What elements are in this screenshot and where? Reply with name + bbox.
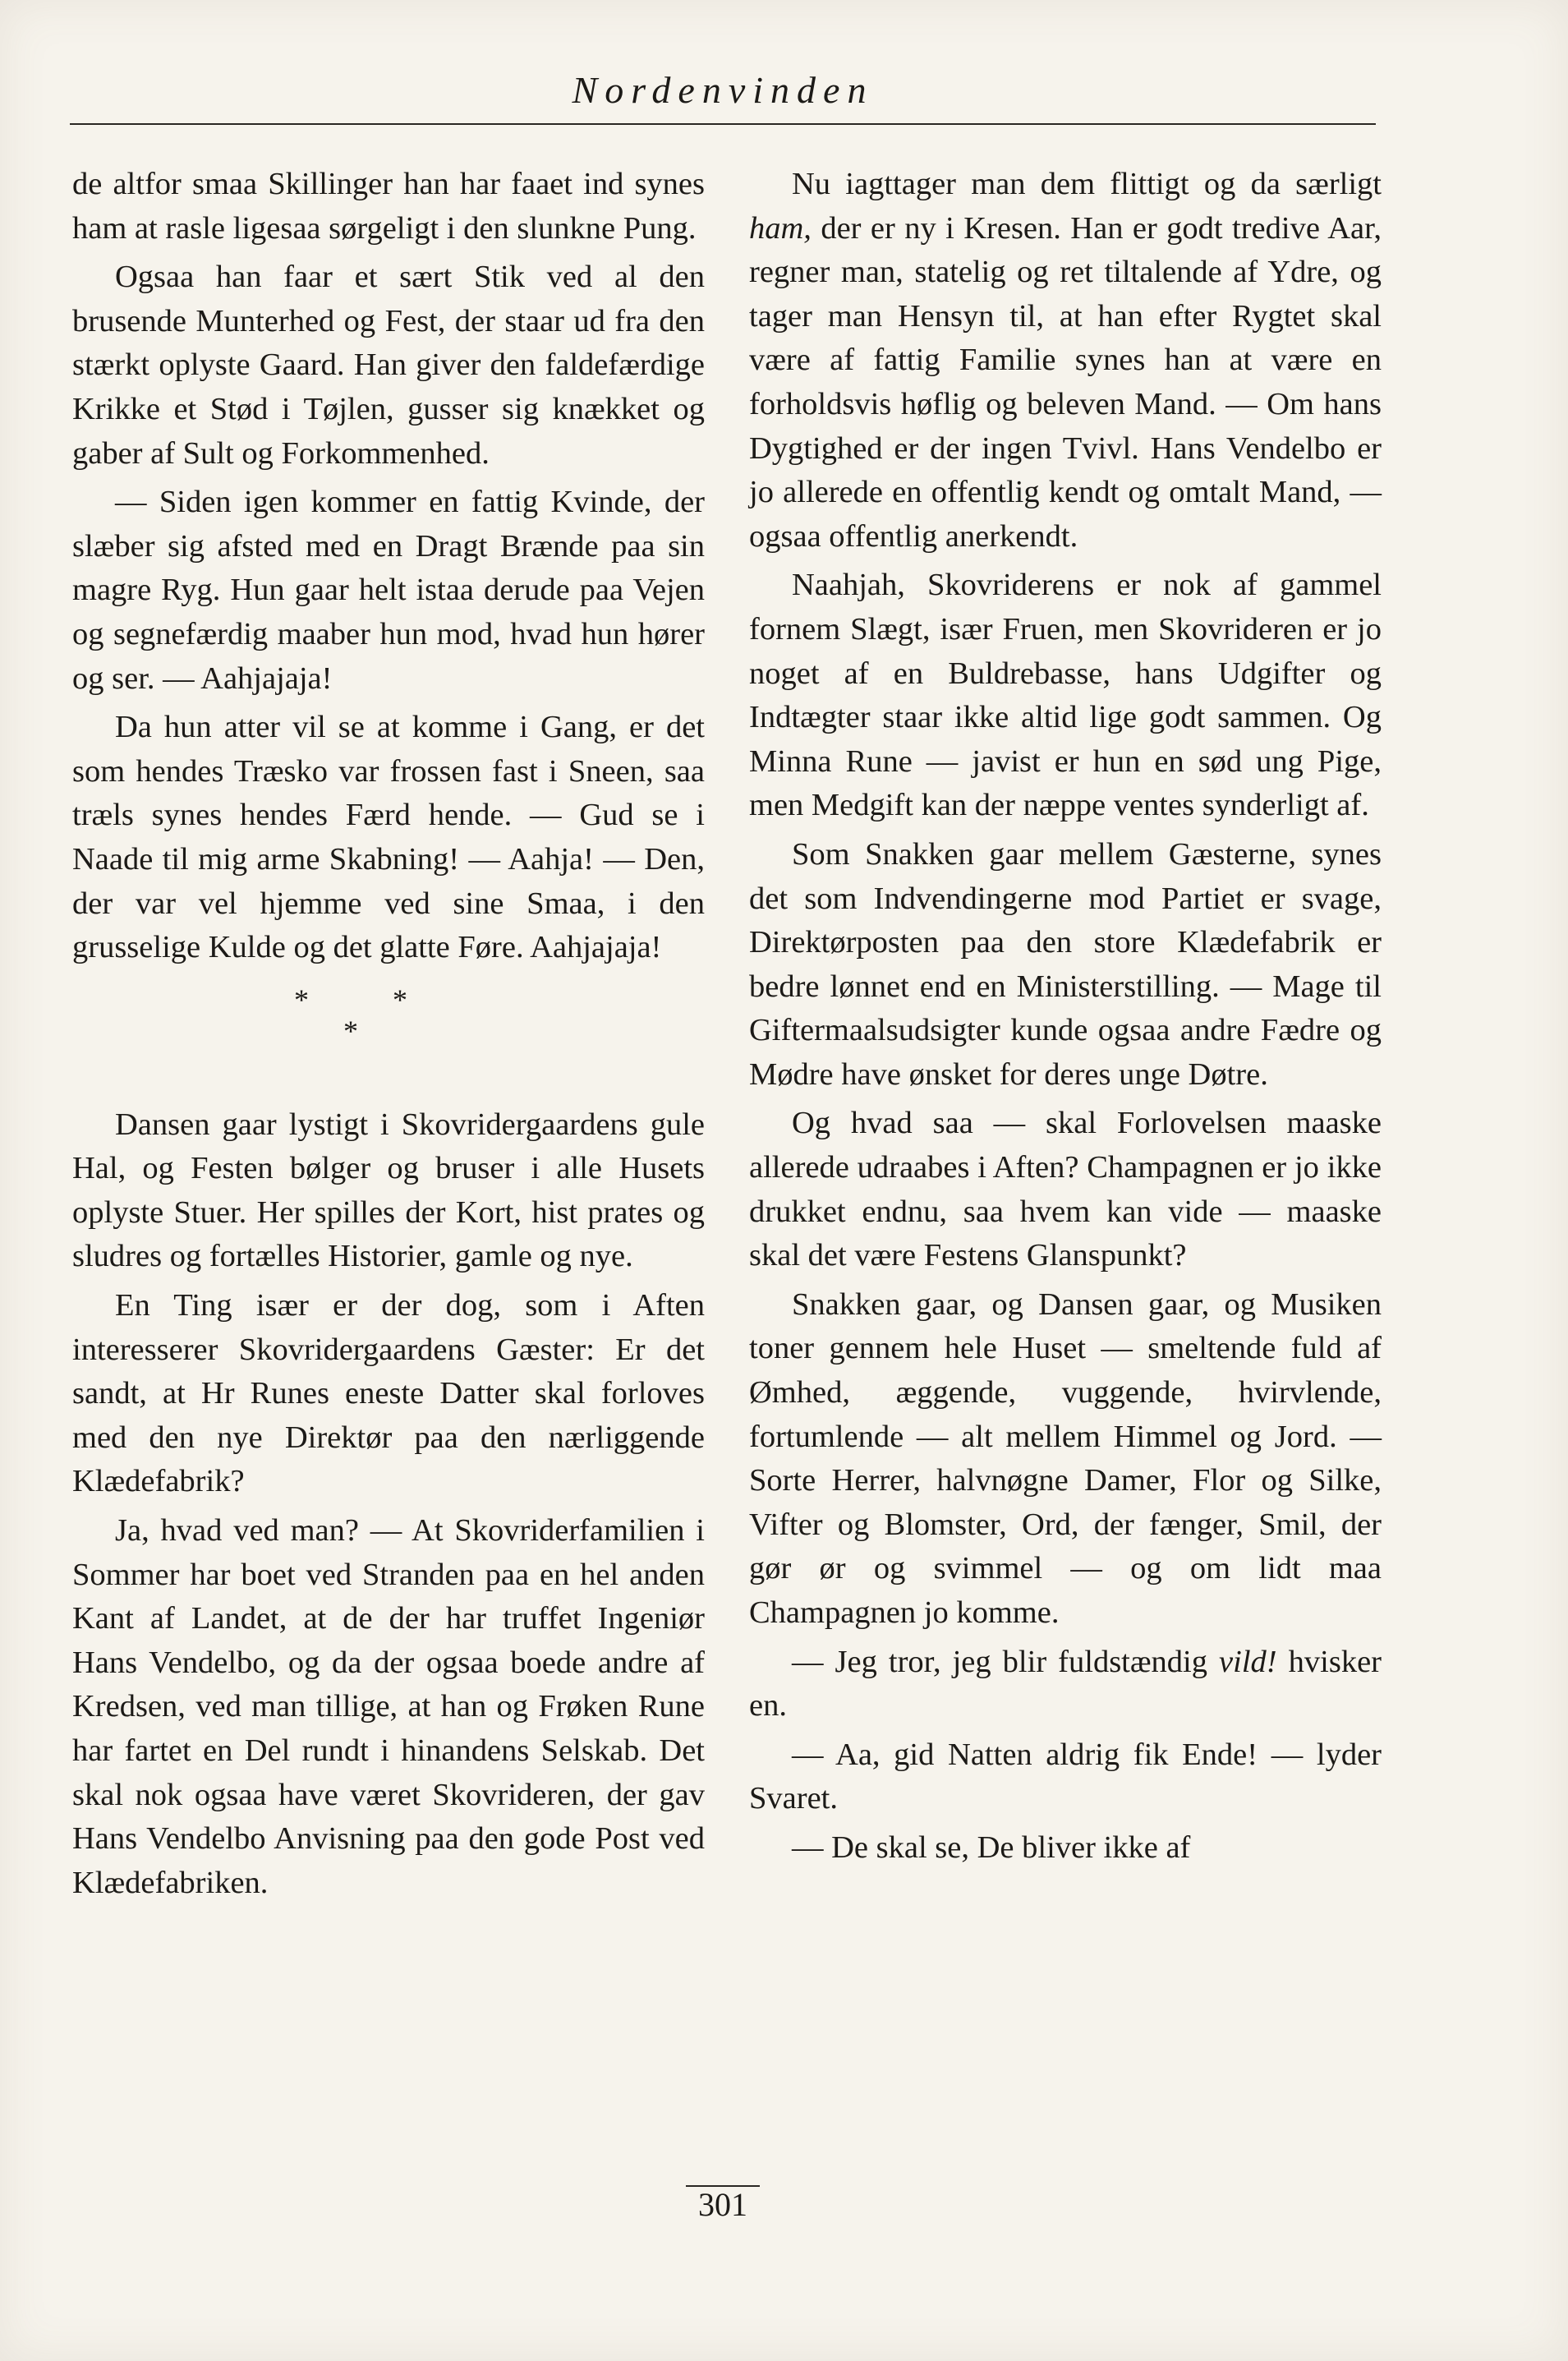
section-break-asterism	[72, 970, 705, 1062]
paragraph: — De skal se, De bliver ikke af	[792, 1829, 1191, 1865]
paragraph: Som Snakken gaar mellem Gæsterne, synes det som Indvendingerne mod Partiet er svage, Direktørposten paa den store Klædefabrik er bedre lønnet end en Ministerstilling. — Mage til Giftermaalsudsigter kunde ogsaa andre Fædre og Mødre have ønsket for deres unge Døtre.	[749, 836, 1382, 1092]
paragraph: — Siden igen kommer en fattig Kvinde, der slæber sig afsted med en Dragt Brænde paa sin magre Ryg. Hun gaar helt istaa derude paa Vejen og segnefærdig maaber hun mod, hvad hun hører og ser. — Aahjajaja!	[72, 485, 705, 696]
asterisk: *	[294, 983, 309, 1016]
left-column	[72, 163, 705, 1905]
paragraph: Da hun atter vil se at komme i Gang, er det som hendes Træsko var frossen fast i Sneen, saa træls synes hendes Færd hende. — Gud se i Naade til mig arme Skabning! — Aahja! — Den, der var vel hjemme ved sine Smaa, i den grusselige Kulde og det glatte Føre. Aahjajaja!	[72, 710, 705, 965]
running-header	[70, 62, 1376, 125]
paragraph: Naahjah, Skovriderens er nok af gammel fornem Slægt, især Fruen, men Skovrideren er jo noget af en Buldrebasse, hans Udgifter og Indtægter staar ikke altid lige godt sammen. Og Minna Rune — javist er hun en sød ung Pige, men Medgift kan der næppe ventes synderligt af.	[749, 568, 1382, 823]
right-column	[749, 163, 1382, 1871]
emphasis: vild!	[1219, 1644, 1277, 1679]
page-number: 301	[698, 2186, 747, 2223]
paragraph: de altfor smaa Skillinger han har faaet ind synes ham at rasle ligesaa sørgeligt i den slunkne Pung.	[72, 167, 705, 246]
paragraph: En Ting især er der dog, som i Aften interesserer Skovridergaardens Gæster: Er det sandt, at Hr Runes eneste Datter skal forloves med den nye Direktør paa den nærliggende Klædefabrik?	[72, 1288, 705, 1499]
paragraph: Nu iagttager man dem flittigt og da særligt ham, der er ny i Kresen. Han er godt tredive Aar, regner man, statelig og ret tiltalende af Ydre, og tager man Hensyn til, at han efter Rygtet skal være af fattig Familie synes han at være en forholdsvis høflig og beleven Mand. — Om hans Dygtighed er der ingen Tvivl. Hans Vendelbo er jo allerede en offentlig kendt og omtalt Mand, — ogsaa offentlig anerkendt.	[749, 167, 1382, 554]
emphasis: ham,	[749, 210, 812, 246]
asterisk: *	[343, 1014, 358, 1047]
paragraph: Dansen gaar lystigt i Skovridergaardens gule Hal, og Festen bølger og bruser i alle Husets oplyste Stuer. Her spilles der Kort, hist prates og sludres og fortælles Historier, gamle og nye.	[72, 1107, 705, 1274]
paragraph: — Jeg tror, jeg blir fuldstændig vild! hvisker en.	[749, 1644, 1382, 1724]
asterisk: *	[393, 983, 407, 1016]
page-title: Nordenvinden	[572, 69, 874, 111]
paragraph: — Aa, gid Natten aldrig fik Ende! — lyder Svaret.	[749, 1737, 1382, 1816]
paragraph: Og hvad saa — skal Forlovelsen maaske allerede udraabes i Aften? Champagnen er jo ikke drukket endnu, saa hvem kan vide — maaske skal det være Festens Glanspunkt?	[749, 1106, 1382, 1273]
paragraph: Snakken gaar, og Dansen gaar, og Musiken toner gennem hele Huset — smeltende fuld af Ømhed, æggende, vuggende, hvirvlende, fortumlende — alt mellem Himmel og Jord. — Sorte Herrer, halvnøgne Damer, Flor og Silke, Vifter og Blomster, Ord, der fænger, Smil, der gør ør og svimmel — og om lidt maa Champagnen jo komme.	[749, 1286, 1382, 1630]
paragraph: Ogsaa han faar et sært Stik ved al den brusende Munterhed og Fest, der staar ud fra den stærkt oplyste Gaard. Han giver den faldefærdige Krikke et Stød i Tøjlen, gusser sig knækket og gaber af Sult og Forkommenhed.	[72, 260, 705, 471]
paragraph: Ja, hvad ved man? — At Skovriderfamilien i Sommer har boet ved Stranden paa en hel anden Kant af Landet, at de der har truffet Ingeniør Hans Vendelbo, og da der ogsaa boede andre af Kredsen, ved man tillige, at han og Frøken Rune har fartet en Del rundt i hinandens Selskab. Det skal nok ogsaa have været Skovrideren, der gav Hans Vendelbo Anvisning paa den gode Post ved Klædefabriken.	[72, 1513, 705, 1900]
